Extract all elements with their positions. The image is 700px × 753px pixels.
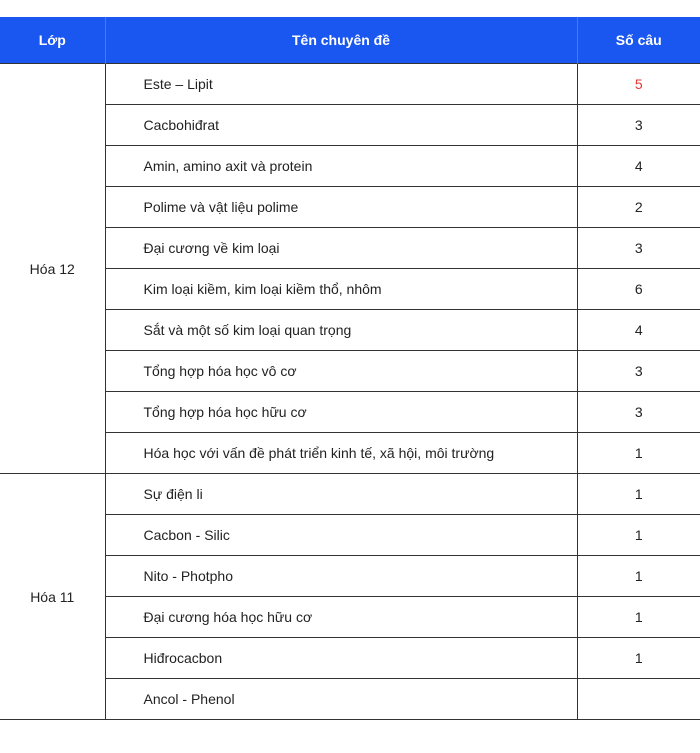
table-row: [0, 474, 700, 515]
header-class: Lớp: [0, 17, 105, 64]
topic-cell: Cacbohiđrat: [105, 105, 577, 146]
table-row: [0, 638, 700, 679]
count-cell: 3: [577, 392, 700, 433]
count-cell: 3: [577, 105, 700, 146]
table-row: [0, 515, 700, 556]
count-cell: 1: [577, 474, 700, 515]
topic-cell: Polime và vật liệu polime: [105, 187, 577, 228]
count-cell: 3: [577, 228, 700, 269]
class-cell: Hóa 12: [0, 64, 105, 474]
count-cell: 6: [577, 269, 700, 310]
header-topic: Tên chuyên đề: [105, 17, 577, 64]
topic-cell: Đại cương hóa học hữu cơ: [105, 597, 577, 638]
table-row: [0, 351, 700, 392]
table-row: [0, 187, 700, 228]
topic-cell: Tổng hợp hóa học hữu cơ: [105, 392, 577, 433]
topics-table: [0, 17, 700, 720]
table-row: [0, 392, 700, 433]
table-row: [0, 310, 700, 351]
topic-cell: Sự điện li: [105, 474, 577, 515]
count-cell: [577, 679, 700, 720]
count-cell: 1: [577, 597, 700, 638]
topic-cell: Kim loại kiềm, kim loại kiềm thổ, nhôm: [105, 269, 577, 310]
table-body: [0, 64, 700, 720]
topic-cell: Nito - Photpho: [105, 556, 577, 597]
table-row: [0, 556, 700, 597]
table-row: [0, 269, 700, 310]
topic-cell: Hóa học với vấn đề phát triển kinh tế, xã hội, môi trường: [105, 433, 577, 474]
class-cell: Hóa 11: [0, 474, 105, 720]
topic-cell: Sắt và một số kim loại quan trọng: [105, 310, 577, 351]
count-cell: 4: [577, 310, 700, 351]
count-cell: 1: [577, 515, 700, 556]
count-cell: 2: [577, 187, 700, 228]
count-cell: 1: [577, 556, 700, 597]
topic-cell: Este – Lipit: [105, 64, 577, 105]
count-cell: 1: [577, 638, 700, 679]
table-row: [0, 597, 700, 638]
table-row: [0, 228, 700, 269]
topic-cell: Cacbon - Silic: [105, 515, 577, 556]
count-cell: 3: [577, 351, 700, 392]
table-row: [0, 679, 700, 720]
topic-cell: Ancol - Phenol: [105, 679, 577, 720]
count-cell: 1: [577, 433, 700, 474]
count-cell: 5: [577, 64, 700, 105]
table-row: [0, 105, 700, 146]
header-count: Số câu: [577, 17, 700, 64]
table-row: [0, 146, 700, 187]
count-cell: 4: [577, 146, 700, 187]
topic-cell: Đại cương về kim loại: [105, 228, 577, 269]
table-row: [0, 64, 700, 105]
topic-cell: Tổng hợp hóa học vô cơ: [105, 351, 577, 392]
topic-cell: Hiđrocacbon: [105, 638, 577, 679]
topic-cell: Amin, amino axit và protein: [105, 146, 577, 187]
header-row: [0, 17, 700, 64]
table-row: [0, 433, 700, 474]
table-header: [0, 17, 700, 64]
